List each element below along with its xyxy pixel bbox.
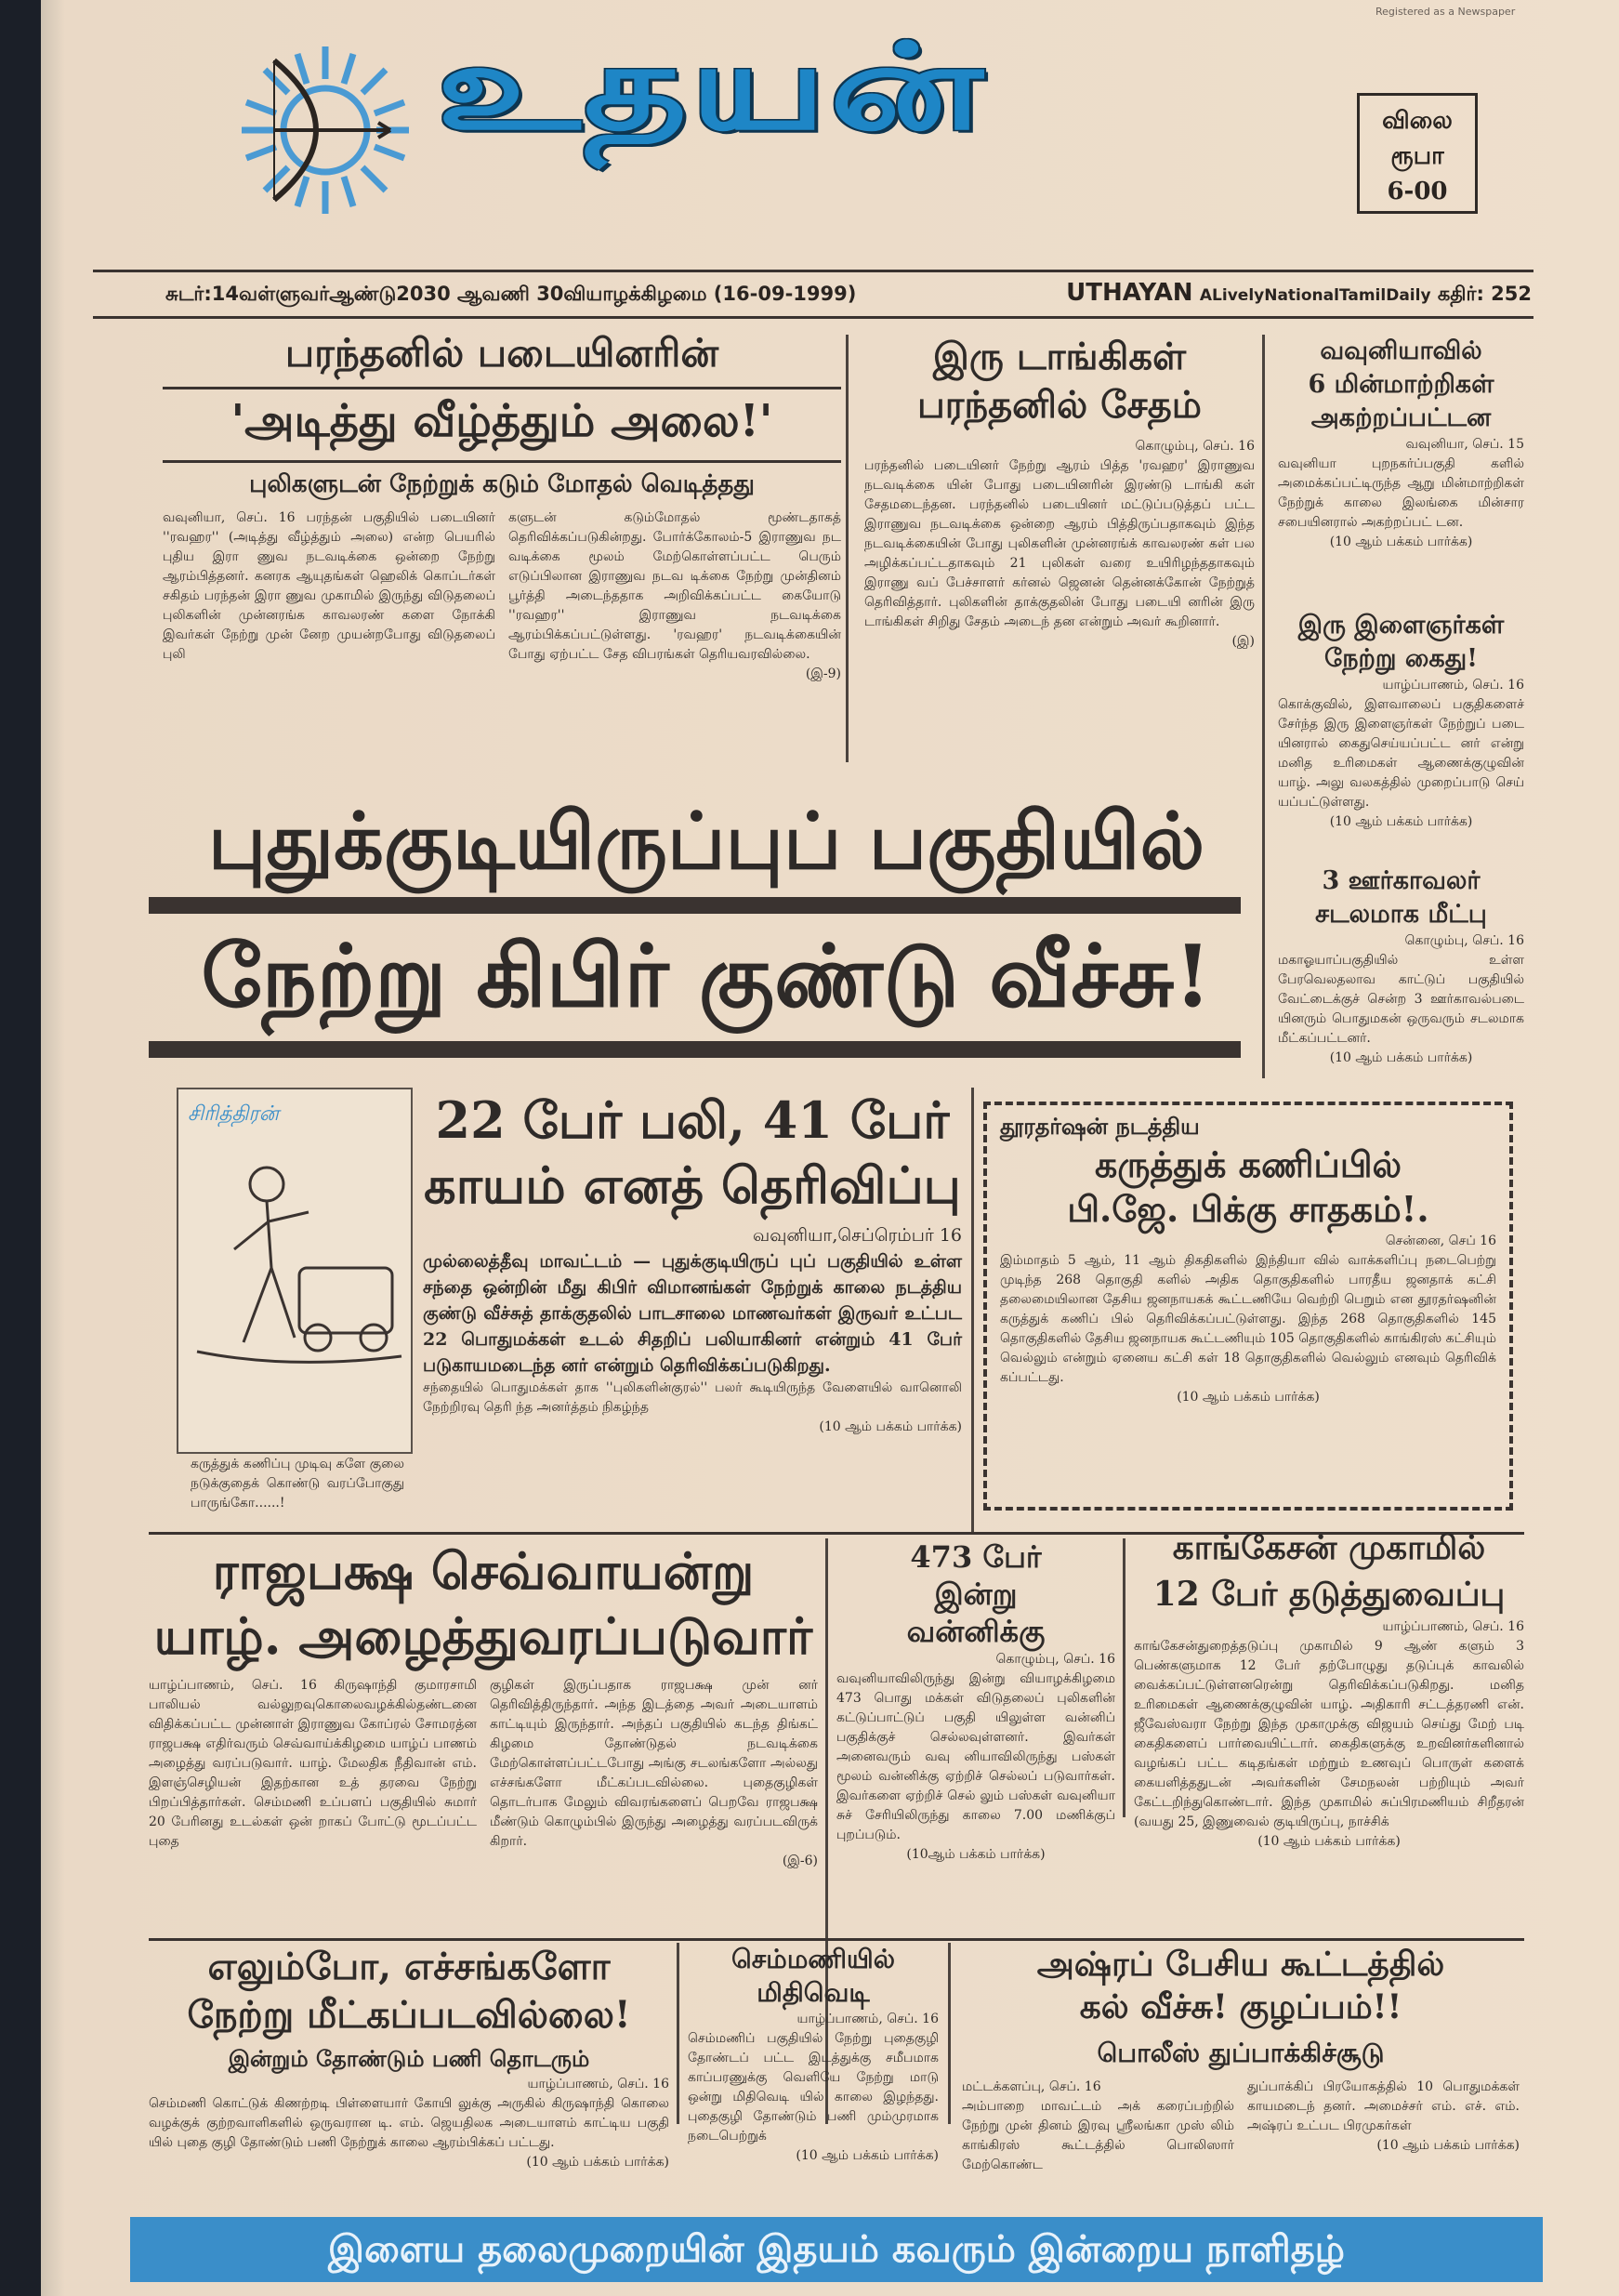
dateline-bar (165, 279, 1532, 308)
story-headline: இரு இளைஞர்கள் (1297, 611, 1505, 640)
column-divider (971, 1088, 974, 1534)
story-subhead: பொலீஸ் துப்பாக்கிச்சூடு (1097, 2038, 1385, 2068)
story-paranthan (163, 330, 841, 684)
column-divider (1262, 335, 1265, 1078)
story-body: செம்மணி கொட்டுக் கிணற்றடி பிள்ளையார் கோயி லுக்கு அருகில் கிருஷாந்தி கொலை வழக்குக் குற்றவாளிகளில் ஒருவரான டி. எம். ஜெயதிலக அடையாளம் காட்டிய பகுதி யில் புதை குழி தோண்டும் பணி நேற்றுக் காலை ஆரம்பிக்கப் பட்டது. (149, 2096, 669, 2150)
story-dateline: கொழும்பு, செப். 16 (1404, 933, 1524, 948)
column-divider (846, 335, 849, 762)
story-headline: இன்று (934, 1577, 1018, 1612)
cartoon-panel (177, 1088, 413, 1454)
story-tail: சந்தையில் பொதுமக்கள் தாக ''புலிகளின்குரல்'' பலர் கூடியிருந்த வேளையில் வானொலி நேற்றிரவு தெரி ந்த அனர்த்தம் நிகழ்ந்த (423, 1380, 962, 1415)
story-vanni (836, 1538, 1115, 1865)
story-headline: காங்கேசன் முகாமில் (1172, 1528, 1486, 1567)
story-dateline: யாழ்ப்பாணம், செப். 16 (796, 2012, 939, 2026)
story-dateline: சென்னை, செப் 16 (1385, 1234, 1496, 1248)
story-column: அம்பாறை மாவட்டம் அக் கரைப்பற்றில் நேற்று முன் தினம் இரவு ஸ்ரீலங்கா முஸ் லிம் காங்கிரஸ் கூட்டத்தில் பொலிஸார் மேற்கொண்ட (962, 2099, 1234, 2172)
price-value: 6-00 (1387, 178, 1448, 205)
story-headline: வன்னிக்கு (906, 1614, 1046, 1649)
continuation-note: (10 ஆம் பக்கம் பார்க்க) (1329, 534, 1473, 549)
continuation-note: (10 ஆம் பக்கம் பார்க்க) (819, 1419, 962, 1434)
story-body: காங்கேசன்துறைத்தடுப்பு முகாமில் 9 ஆண் களும் 3 பெண்களுமாக 12 பேர் தற்போழுது தடுப்புக் காவலில் வைக்கப்பட்டுள்ளனரென்று தெரிவிக்கப்படுகிறது. மனித உரிமைகள் ஆணைக்குழுவின் யாழ். அதிகாரி சட்டத்தரணி என். ஜீவேஸ்வரா நேற்று இந்த முகாமுக்கு விஜயம் செய்து மேற் படி கைதிகளைப் பார்வையிட்டார். கைதிகளுக்கு உறவினர்களினால் வழங்கப் பட்ட கடிதங்கள் மற்றும் உணவுப் பொருள் களைக் கையளித்ததுடன் அவர்களின் சேமநலன் பற்றியும் அவர் கேட்டறிந்துகொண்டார். இந்த முகாமில் சுப்பிரமணியம் சிறீதரன் (வயது 25, இணுவைல் குடியிருப்பு, நாச்சிக் (1134, 1639, 1524, 1829)
story-headline: கல் வீச்சு! குழப்பம்!! (1079, 1987, 1402, 2026)
story-poll (983, 1102, 1513, 1511)
story-subhead: இன்றும் தோண்டும் பணி தொடரும் (228, 2045, 590, 2072)
story-headline: 473 பேர் (910, 1539, 1042, 1575)
main-headline-line2: நேற்று கிபிர் குண்டு வீச்சு! (201, 926, 1212, 1026)
story-headline: 6 மின்மாற்றிகள் (1308, 370, 1494, 399)
story-transformers (1278, 335, 1524, 552)
continuation-note: (10ஆம் பக்கம் பார்க்க) (906, 1847, 1046, 1862)
story-rajapaksa (149, 1538, 818, 1871)
continuation-note: (10 ஆம் பக்கம் பார்க்க) (526, 2155, 669, 2170)
masthead-rule-bottom (93, 316, 1533, 319)
story-body: முல்லைத்தீவு மாவட்டம் — புதுக்குடியிருப் புப் பகுதியில் உள்ள சந்தை ஒன்றின் மீது கிபிர் விமானங்கள் நேற்றுக் காலை நடத்திய குண்டு வீச்சுத் தாக்குதலில் பாடசாலை மாணவர்கள் இருவர் உட்பட 22 பொதுமக்கள் உடல் சிதறிப் பலியாகினர் என்றும் 41 பேர் படுகாயமடைந்த னர் என்றும் தெரிவிக்கப்படுகிறது. (423, 1251, 962, 1376)
story-dateline: வவுனியா,செப்ரெம்பர் 16 (753, 1225, 962, 1246)
story-headline: இரு டாங்கிகள் (932, 335, 1187, 378)
story-column: துப்பாக்கிப் பிரயோகத்தில் 10 பொதுமக்கள் காயமடைந் தனர். அமைச்சர் எம். எச். எம். அஷ்ரப் உட்பட பிரமுகர்கள் (1247, 2079, 1520, 2133)
story-byline: (இ-6) (782, 1854, 818, 1868)
story-kicker: தூரதர்ஷன் நடத்திய (1000, 1113, 1200, 1140)
brand-latin: UTHAYAN (1066, 279, 1193, 307)
story-byline: (இ) (1231, 634, 1255, 649)
continuation-note: (10 ஆம் பக்கம் பார்க்க) (1376, 2138, 1520, 2153)
story-body: மகாஓயாப்பகுதியில் உள்ள பேரவெலதலாவ காட்டுப் பகுதியில் வேட்டைக்குச் சென்ற 3 ஊர்காவல்படை யினரும் பொதுமகன் ஒருவரும் சடலமாக மீட்கப்பட்டனர். (1278, 953, 1524, 1046)
footer-banner: இளைய தலைமுறையின் இதயம் கவரும் இன்றைய நாளிதழ் (130, 2217, 1543, 2282)
continuation-note: (10 ஆம் பக்கம் பார்க்க) (1329, 814, 1473, 829)
story-column: யாழ்ப்பாணம், செப். 16 கிருஷாந்தி குமாரசாமி பாலியல் வல்லுறவுகொலைவழக்கில்தண்டனை விதிக்கப்பட்ட முன்னாள் இராணுவ கோப்ரல் சோமரத்ன ராஜபக்ஷ எதிர்வரும் செவ்வாய்க்கிழமை யாழ்ப் பாணம் அழைத்து வரப்படுவார். யாழ். மேலதிக நீதிவான் எம். இளஞ்செழியன் இதற்கான உத் தரவை நேற்று பிறப்பித்தார்கள். செம்மணி உப்பளப் பகுதியில் சுமார் 20 பேரினது உடல்கள் ஒன் றாகப் போட்டு மூடப்பட்ட புதை (149, 1678, 477, 1849)
story-kks (1134, 1524, 1524, 1852)
story-headline: 12 பேர் தடுத்துவைப்பு (1152, 1575, 1506, 1614)
issue-number: கதிர்: 252 (1437, 283, 1532, 305)
story-headline: வவுனியாவில் (1320, 336, 1482, 365)
story-dateline: வவுனியா, செப். 15 (1405, 437, 1524, 452)
story-casualties (423, 1088, 962, 1437)
story-headline: 3 ஊர்காவலர் (1322, 866, 1481, 895)
story-headline: அகற்றப்பட்டன (1310, 403, 1492, 432)
story-headline: 'அடித்து வீழ்த்தும் அலை!' (230, 395, 773, 447)
story-dateline: கொழும்பு, செப். 16 (995, 1652, 1115, 1667)
story-headline: ராஜபக்ஷ செவ்வாயன்று (212, 1541, 755, 1601)
story-dateline: யாழ்ப்பாணம், செப். 16 (1382, 678, 1524, 693)
story-dateline: யாழ்ப்பாணம், செப். 16 (527, 2077, 669, 2091)
column-divider (677, 1943, 679, 2124)
story-headline: நேற்று மீட்கப்படவில்லை! (187, 1993, 631, 2037)
story-headline: காயம் எனத் தெரிவிப்பு (424, 1155, 961, 1215)
cartoon-illustration (178, 1128, 411, 1407)
dateline-text: சுடர்:14வள்ளுவர்ஆண்டு2030 ஆவணி 30வியாழக்கிழமை (16-09-1999) (165, 283, 857, 305)
continuation-note: (10 ஆம் பக்கம் பார்க்க) (1177, 1390, 1320, 1405)
column-divider (1123, 1538, 1125, 1817)
story-dateline: மட்டக்களப்பு, செப். 16 (962, 2079, 1101, 2094)
story-headline: கருத்துக் கணிப்பில் (1094, 1143, 1402, 1185)
cartoon-signature: சிரித்திரன் (188, 1102, 280, 1126)
story-body: பரந்தனில் படையினர் நேற்று ஆரம் பித்த 'ரவஹர' இராணுவ நடவடிக்கை யின் போது படையினரின் இரண்டு டாங்கி கள் சேதமடைந்தன. பரந்தனில் படையினர் மட்டுப்படுத்தப் பட்ட இராணுவ நடவடிக்கை ஒன்றை ஆரம் பித்திருப்பதாகவும் இந்த நடவடிக்கையின் போது புலிகளின் முன்னரங்க் காவலரண் கள் பல அழிக்கப்பட்டதாகவும் 21 புலிகள் வரை உயிரிழந்ததாகவும் இராணு வப் பேச்சாளர் கர்னல் ஜெனன் தென்னக்கோன் நேற்றுத் தெரிவித்தார். புலிகளின் தாக்குதலின் போது படையி னரின் இரு டாங்கிகள் சிறிது சேதம் அடைந் தன என்றும் அவர் கூறினார். (864, 458, 1255, 629)
price-box (1357, 93, 1478, 214)
price-label: விலை (1382, 107, 1453, 135)
story-headline: மிதிவெடி (757, 1977, 870, 2008)
story-column: குழிகள் இருப்பதாக ராஜபக்ஷ முன் னர் தெரிவித்திருந்தார். அந்த இடத்தை அவர் அடையாளம் காட்டியும் இருந்தார். அந்தப் பகுதியில் கடந்த திங்கட் கிழமை தோண்டுதல் நடவடிக்கை மேற்கொள்ளப்பட்டபோது அங்கு சடலங்களோ அல்லது எச்சங்களோ மீட்கப்படவில்லை. புதைகுழிகள் தொடர்பாக மேலும் விவரங்களைப் பெறவே ராஜபக்ஷ மீண்டும் கொழும்பில் இருந்து அழைத்து வரப்படவிருக் கிறார். (490, 1678, 818, 1849)
continuation-note: (10 ஆம் பக்கம் பார்க்க) (796, 2148, 939, 2163)
registration-note: Registered as a Newspaper (1375, 6, 1516, 18)
story-dateline: யாழ்ப்பாணம், செப். 16 (1382, 1619, 1524, 1634)
story-tanks (864, 335, 1255, 652)
story-ashraff (962, 1943, 1520, 2175)
main-headline-line1: புதுக்குடியிருப்புப் பகுதியில் (207, 795, 1205, 887)
story-column: வவுனியா, செப். 16 பரந்தன் பகுதியில் படையினர் ''ரவஹர'' (அடித்து வீழ்த்தும் அலை) என்ற பெயரில் புதிய இரா ணுவ நடவடிக்கை ஒன்றை நேற்று ஆரம்பித்தனர். கனரக ஆயுதங்கள் ஹெலிக் கொப்டர்கள் சகிதம் பரந்தன் இரா ணுவ முகாமில் இருந்து விடுதலைப் புலிகளின் முன்னரங்க காவலரண் களை நோக்கி இவர்கள் நேற்று முன் னேற முயன்றபோது விடுதலைப் புலி (163, 510, 495, 662)
story-byline: (இ-9) (805, 666, 841, 681)
story-headline: செம்மணியில் (731, 1944, 895, 1974)
story-remains (149, 1943, 669, 2172)
story-headline: யாழ். அழைத்துவரப்படுவார் (153, 1606, 813, 1666)
section-rule (149, 1938, 1524, 1941)
story-headline: பரந்தனில் சேதம் (917, 383, 1202, 427)
story-body: இம்மாதம் 5 ஆம், 11 ஆம் திகதிகளில் இந்தியா வில் வாக்களிப்பு நடைபெற்று முடிந்த 268 தொகுதி களில் அதிக தொகுதிகளில் பாரதீய ஜனதாக் கட்சி தலைமையிலான தேசிய ஜனநாயகக் கூட்டணியே வெற்றி பெறும் என தூரதர்ஷனின் கருத்துக் கணிப் பில் தெரிவிக்கப்பட்டுள்ளது. இந்த 268 தொகுதிகளில் 145 தொகுதிகளில் தேசிய ஜனநாயக கூட்டணியும் 105 தொகுதிகளில் காங்கிரஸ் கட்சியும் வெல்லும் என்றும் ஏனைய கட்சி கள் 18 தொகுதிகளில் வெல்லும் எனவும் தெரிவிக் கப்பட்டது. (1000, 1253, 1496, 1385)
story-headline: சடலமாக மீட்பு (1315, 900, 1487, 929)
story-guards (1278, 864, 1524, 1068)
story-body: செம்மணிப் பகுதியில் நேற்று புதைகுழி தோண்டப் பட்ட இடத்துக்கு சமீபமாக காப்பரணுக்கு வெளியே நேற்று மாடு ஒன்று மிதிவெடி யில் காலை இழந்தது. புதைகுழி தோண்டும் பணி மும்முரமாக நடைபெற்றுக் (688, 2031, 939, 2144)
story-body: வவுனியாவிலிருந்து இன்று வியாழக்கிழமை 473 பொது மக்கள் விடுதலைப் புலிகளின் கட்டுப்பாட்டுப் பகுதி யிலுள்ள வன்னிப் பகுதிக்குச் செல்லவுள்ளனர். இவர்கள் அனைவரும் வவு னியாவிலிருந்து பஸ்கள் மூலம் வன்னிக்கு ஏற்றிச் செல்லப் படுவார்கள். இவர்களை ஏற்றிச் செல் லும் பஸ்கள் வவுனியா சுச் சேரியிலிருந்து காலை 7.00 மணிக்குப் புறப்படும். (836, 1671, 1115, 1842)
story-subhead: புலிகளுடன் நேற்றுக் கடும் மோதல் வெடித்தது (249, 470, 755, 498)
story-column: களுடன் கடும்மோதல் மூண்டதாகத் தெரிவிக்கப்படுகின்றது. போர்க்கோலம்-5 இராணுவ நட வடிக்கை மூலம் மேற்கொள்ளப்பட்ட பெரும் எடுப்பிலான இராணுவ நடவ டிக்கை நேற்று முன்தினம் பூர்த்தி அடைந்ததாக அறிவிக்கப்பட்ட கையோடு ''ரவஹர'' இராணுவ நடவடிக்கை ஆரம்பிக்கப்பட்டுள்ளது. 'ரவஹர' நடவடிக்கையின் போது ஏற்பட்ட சேத விபரங்கள் தெரியவரவில்லை. (508, 510, 841, 662)
story-headline: எலும்போ, எச்சங்களோ (207, 1945, 611, 1988)
price-currency: ரூபா (1390, 142, 1444, 170)
column-divider (948, 1943, 951, 2124)
story-youths (1278, 609, 1524, 832)
masthead-rule-top (93, 270, 1533, 272)
sun-bow-logo (218, 28, 432, 232)
story-headline: அஷ்ரப் பேசிய கூட்டத்தில் (1036, 1945, 1445, 1984)
story-headline: நேற்று கைது! (1324, 644, 1478, 673)
story-headline: 22 பேர் பலி, 41 பேர் (435, 1090, 950, 1150)
story-mine (688, 1943, 939, 2166)
banner-rule (149, 1041, 1241, 1058)
continuation-note: (10 ஆம் பக்கம் பார்க்க) (1257, 1834, 1401, 1849)
continuation-note: (10 ஆம் பக்கம் பார்க்க) (1329, 1050, 1473, 1065)
tagline: ALivelyNationalTamilDaily (1199, 286, 1431, 305)
story-body: வவுனியா புறநகர்ப்பகுதி களில் அமைக்கப்பட்டிருந்த ஆறு மின்மாற்றிகள் நேற்றுக் காலை இலங்கை மின்சார சபையினரால் அகற்றப்பட் டன. (1278, 456, 1524, 530)
story-dateline: கொழும்பு, செப். 16 (1135, 439, 1255, 454)
story-headline: பி.ஜே. பிக்கு சாதகம்!. (1067, 1188, 1429, 1230)
masthead-title: உதயன் (437, 19, 987, 157)
banner-rule (149, 897, 1241, 914)
story-body: கொக்குவில், இளவாலைப் பகுதிகளைச் சேர்ந்த இரு இளைஞர்கள் நேற்றுப் படை யினரால் கைதுசெய்யப்பட்ட னர் என்று மனித உரிமைகள் ஆணைக்குழுவின் யாழ். அலு வலகத்தில் முறைப்பாடு செய் யப்பட்டுள்ளது. (1278, 697, 1524, 810)
story-kicker: பரந்தனில் படையினரின் (284, 330, 719, 376)
cartoon-caption: கருத்துக் கணிப்பு முடிவு களே குலை நடுக்குதைக் கொண்டு வரப்போகுது பாருங்கோ......! (191, 1457, 404, 1511)
